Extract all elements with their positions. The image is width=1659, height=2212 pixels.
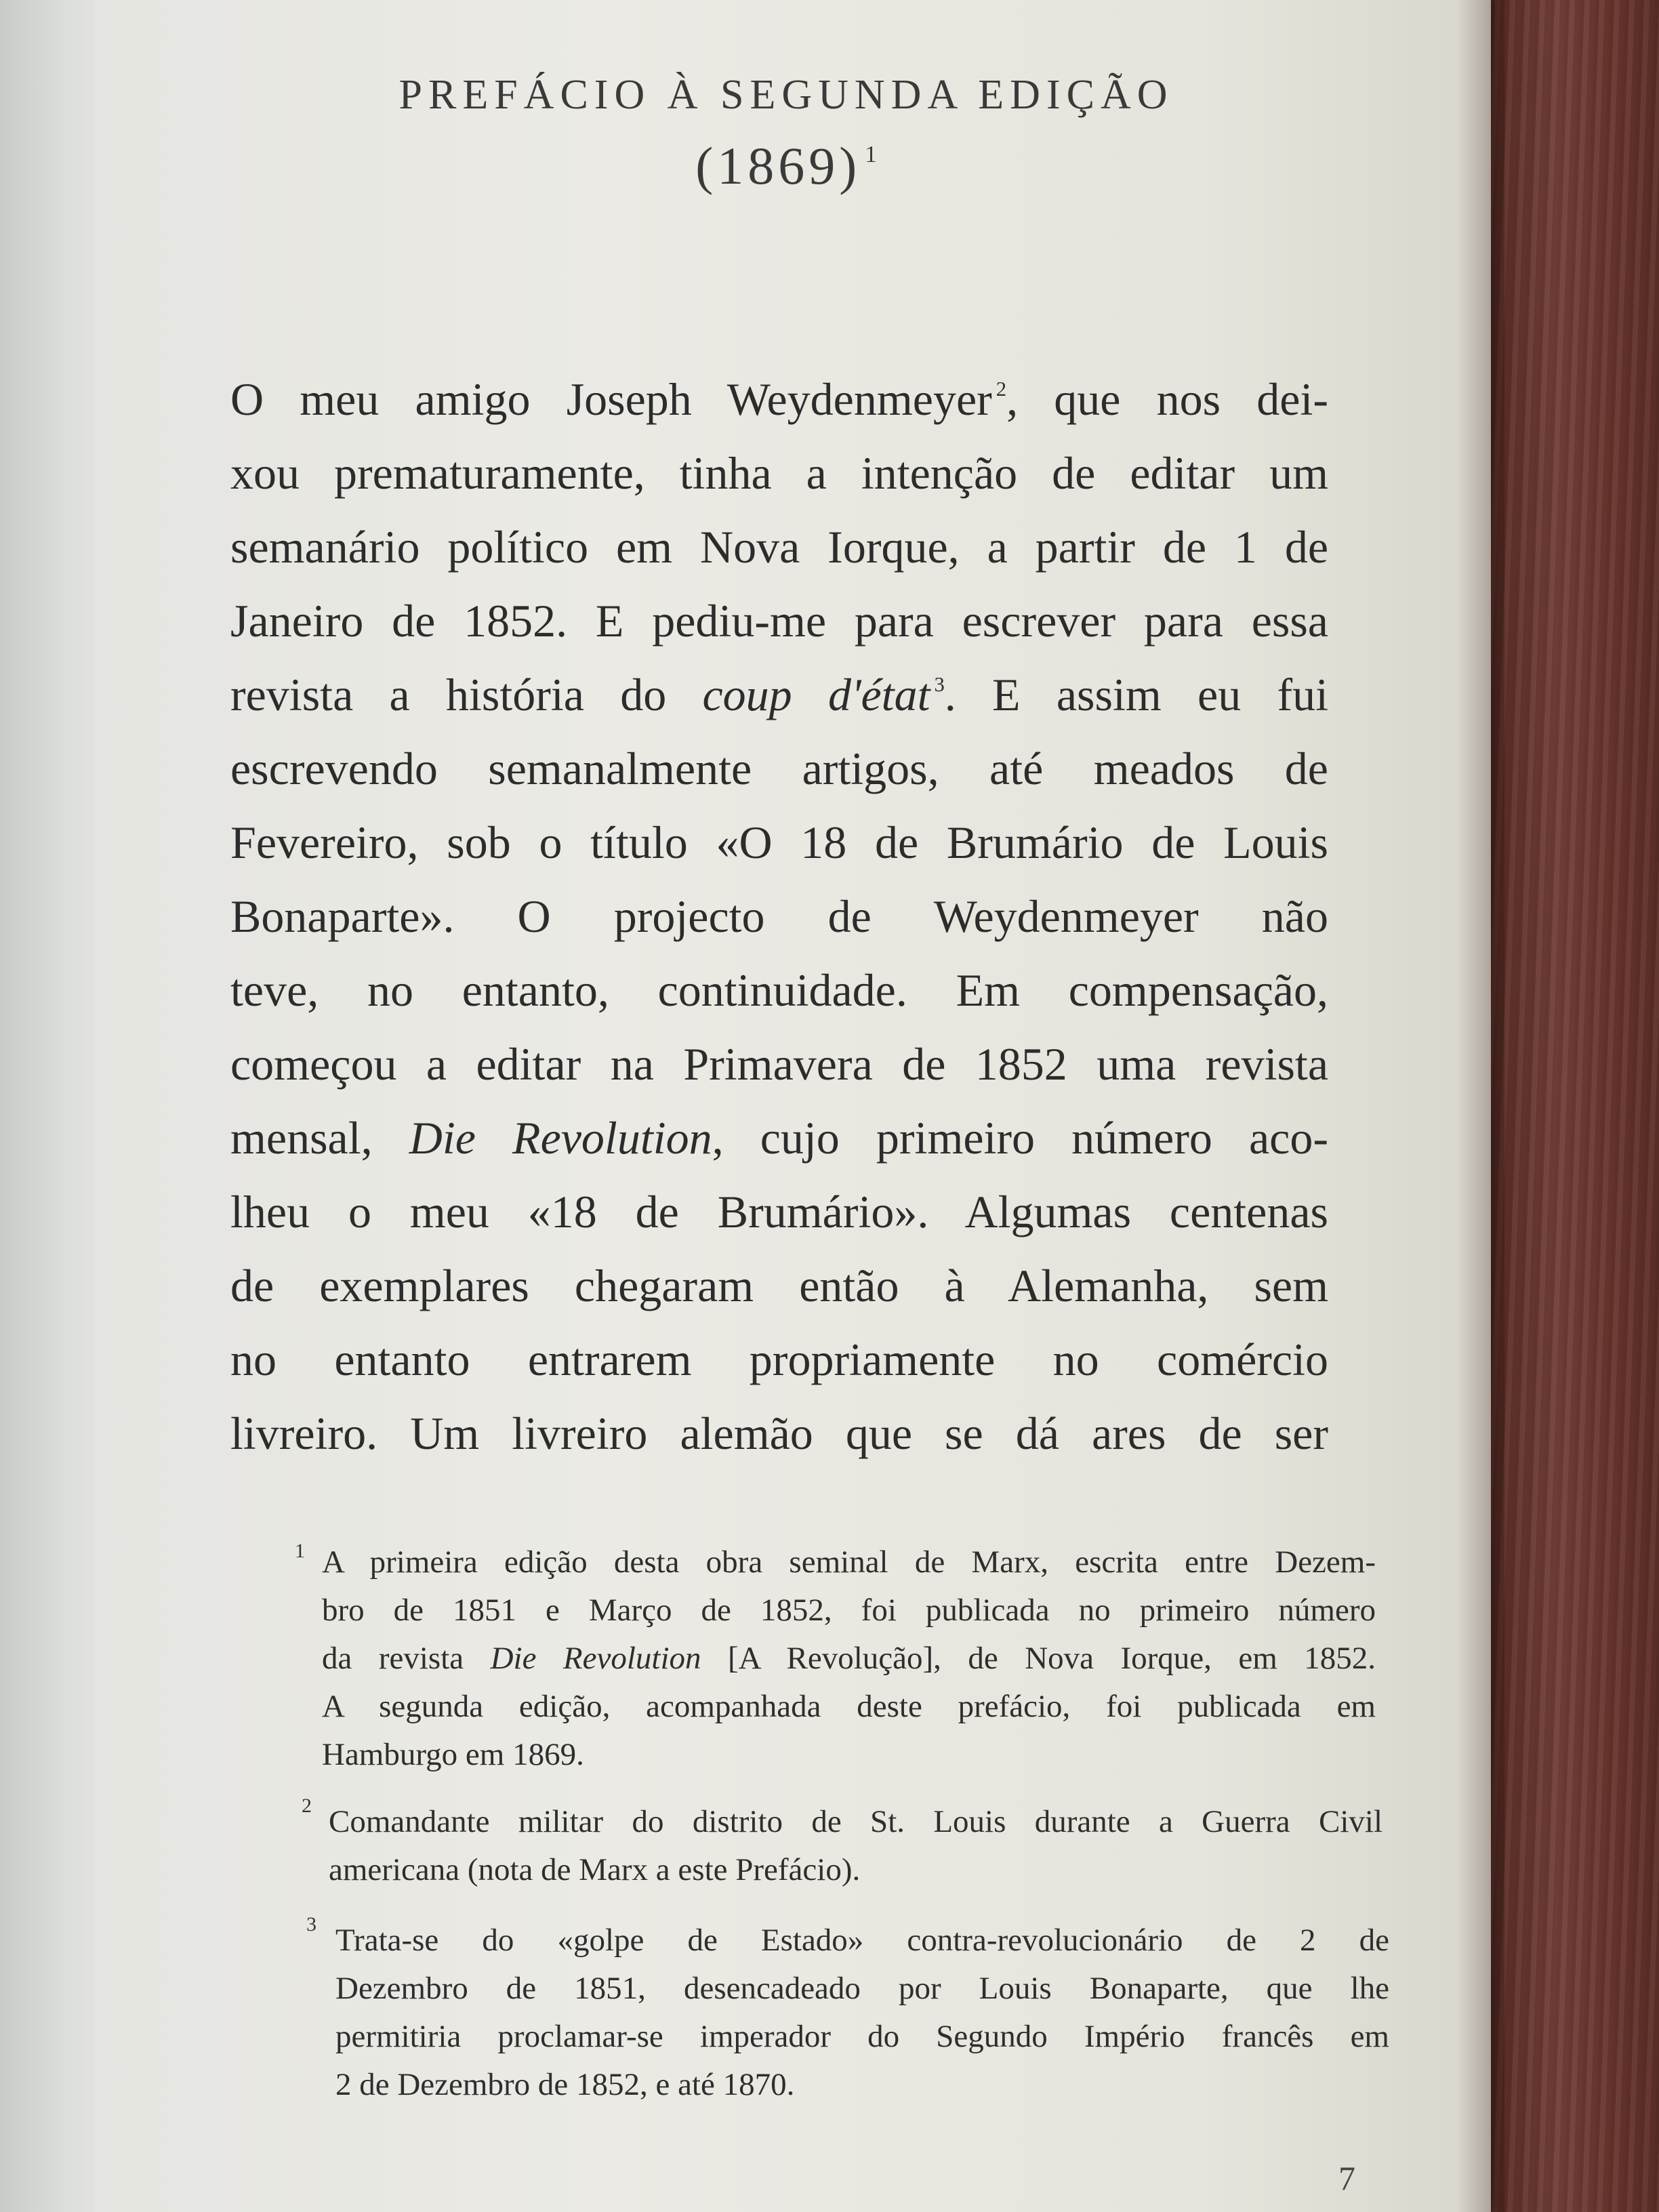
body-text: revista a história do bbox=[230, 669, 703, 720]
footnote-2-mark: 2 bbox=[302, 1795, 312, 1817]
body-line-4: Janeiro de 1852. E pediu-me para escrever para essa bbox=[230, 595, 1328, 647]
body-text: mensal, bbox=[230, 1112, 409, 1164]
body-line-10: começou a editar na Primavera de 1852 uma revista bbox=[230, 1038, 1328, 1090]
italic-term: coup d'état bbox=[702, 669, 930, 720]
footnote-2-line-2: americana (nota de Marx a este Prefácio). bbox=[329, 1852, 861, 1887]
wooden-table-background bbox=[1491, 0, 1659, 2212]
footnote-3-line-2: Dezembro de 1851, desencadeado por Louis Bonaparte, que lhe bbox=[335, 1971, 1389, 2006]
body-line-6: escrevendo semanalmente artigos, até meados de bbox=[230, 743, 1328, 794]
body-line-9: teve, no entanto, continuidade. Em compensação, bbox=[230, 964, 1328, 1016]
footnote-text: [A Revolução], de Nova Iorque, em 1852. bbox=[701, 1641, 1376, 1676]
footnote-1-line-5: Hamburgo em 1869. bbox=[322, 1737, 584, 1772]
page-edge-shadow bbox=[1457, 0, 1504, 2212]
body-line-14: no entanto entrarem propriamente no comércio bbox=[230, 1334, 1328, 1385]
chapter-subtitle bbox=[380, 136, 1193, 197]
footnote-1-mark: 1 bbox=[295, 1540, 305, 1562]
italic-title: Die Revolution bbox=[490, 1641, 701, 1676]
body-text: O meu amigo Joseph Weydenmeyer bbox=[230, 373, 992, 425]
body-line-5 bbox=[230, 669, 1328, 720]
body-line-15: livreiro. Um livreiro alemão que se dá ares de ser bbox=[230, 1408, 1328, 1459]
footnote-1-line-4: A segunda edição, acompanhada deste prefácio, foi publicada em bbox=[322, 1689, 1376, 1724]
footnote-3-line-1: Trata-se do «golpe de Estado» contra-revolucionário de 2 de bbox=[335, 1923, 1389, 1958]
footnote-ref-3: 3 bbox=[934, 673, 945, 697]
footnote-3-line-3: permitiria proclamar-se imperador do Segundo Império francês em bbox=[335, 2019, 1389, 2054]
body-line-7: Fevereiro, sob o título «O 18 de Brumário de Louis bbox=[230, 817, 1328, 868]
body-line-1 bbox=[230, 373, 1328, 425]
footnote-ref-1: 1 bbox=[865, 141, 877, 168]
footnote-1-line-2: bro de 1851 e Março de 1852, foi publicada no primeiro número bbox=[322, 1593, 1376, 1628]
body-line-2: xou prematuramente, tinha a intenção de editar um bbox=[230, 447, 1328, 499]
footnote-3-line-4: 2 de Dezembro de 1852, e até 1870. bbox=[335, 2067, 795, 2102]
footnote-1-line-1: A primeira edição desta obra seminal de Marx, escrita entre Dezem- bbox=[322, 1544, 1376, 1580]
body-text: , que nos dei- bbox=[1006, 373, 1328, 425]
page-left-edge bbox=[0, 0, 95, 2212]
body-line-11 bbox=[230, 1112, 1328, 1164]
italic-title: Die Revolution bbox=[409, 1112, 712, 1164]
footnote-2-line-1: Comandante militar do distrito de St. Louis durante a Guerra Civil bbox=[329, 1804, 1382, 1839]
body-line-12: lheu o meu «18 de Brumário». Algumas centenas bbox=[230, 1186, 1328, 1237]
body-line-13: de exemplares chegaram então à Alemanha, sem bbox=[230, 1260, 1328, 1311]
chapter-title: PREFÁCIO À SEGUNDA EDIÇÃO bbox=[398, 72, 1174, 118]
footnote-1-line-3 bbox=[322, 1643, 1376, 1675]
page-number: 7 bbox=[1338, 2159, 1355, 2197]
footnote-ref-2: 2 bbox=[996, 377, 1007, 401]
body-line-8: Bonaparte». O projecto de Weydenmeyer não bbox=[230, 890, 1328, 942]
footnote-text: da revista bbox=[322, 1641, 491, 1676]
body-text: , cujo primeiro número aco- bbox=[712, 1112, 1328, 1164]
footnote-3-mark: 3 bbox=[306, 1913, 316, 1936]
body-line-3: semanário político em Nova Iorque, a partir de 1 de bbox=[230, 521, 1328, 573]
subtitle-year: (1869) bbox=[695, 136, 861, 195]
body-text: . E assim eu fui bbox=[944, 669, 1328, 720]
